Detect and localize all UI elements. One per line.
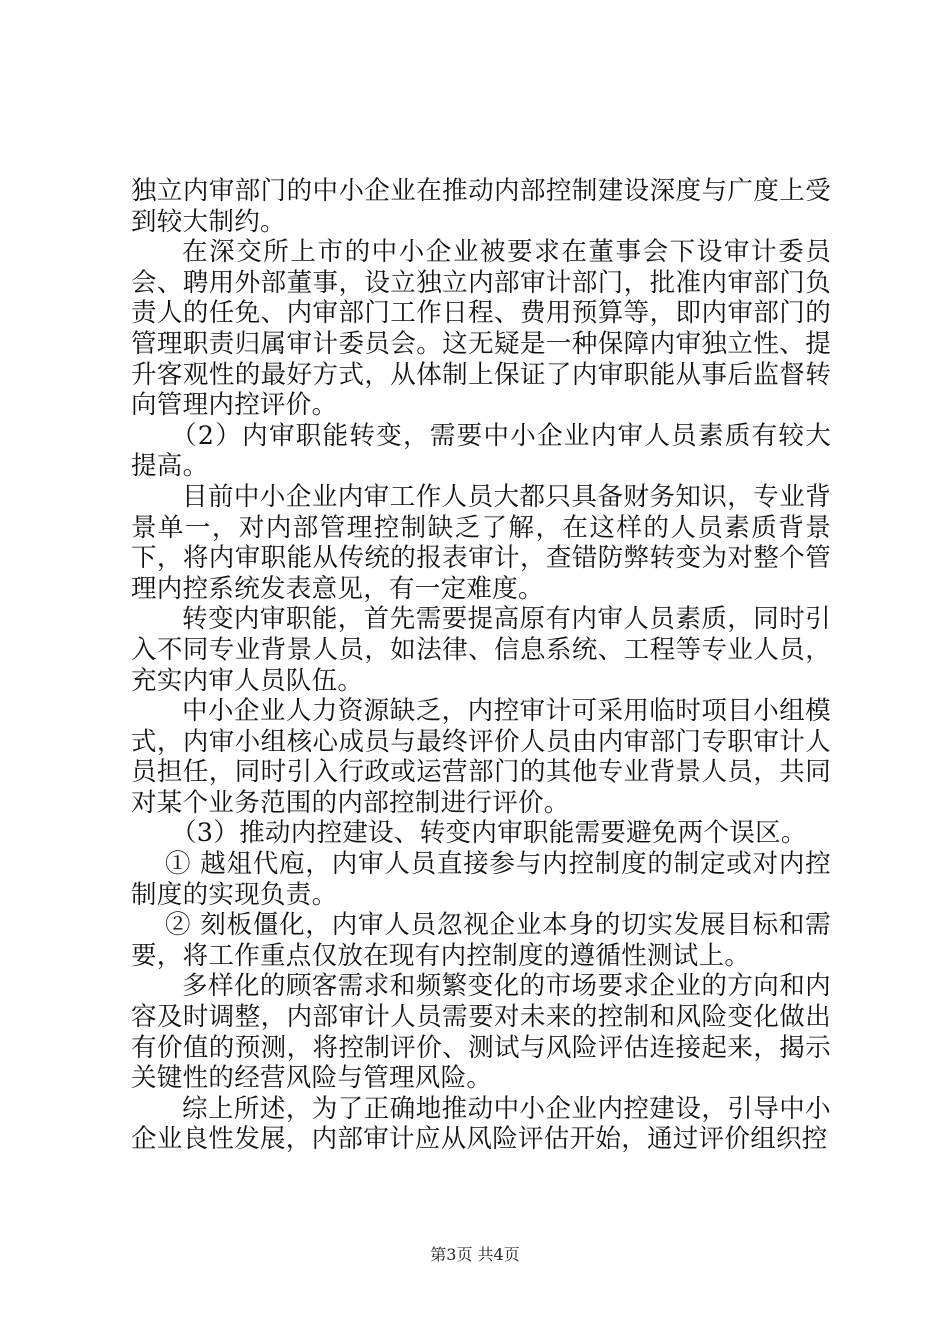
list-item-2: ② 刻板僵化，内审人员忽视企业本身的切实发展目标和需要，将工作重点仅放在现有内控制度的遵循性测试上。: [131, 910, 831, 971]
paragraph-transform-function: 转变内审职能，首先需要提高原有内审人员素质，同时引入不同专业背景人员，如法律、信息系统、工程等专业人员，充实内审人员队伍。: [131, 604, 831, 696]
paragraph-market-demand: 多样化的顾客需求和频繁变化的市场要求企业的方向和内容及时调整，内部审计人员需要对未来的控制和风险变化做出有价值的预测，将控制评价、测试与风险评估连接起来，揭示关键性的经营风险与管理风险。: [131, 971, 831, 1094]
paragraph-conclusion: 综上所述，为了正确地推动中小企业内控建设，引导中小企业良性发展，内部审计应从风险评估开始，通过评价组织控: [131, 1093, 831, 1155]
body-text: [131, 176, 831, 1155]
page-number-footer: 第3页 共4页: [430, 1245, 520, 1264]
paragraph-project-team: 中小企业人力资源缺乏，内控审计可采用临时项目小组模式，内审小组核心成员与最终评价人员由内审部门专职审计人员担任，同时引入行政或运营部门的其他专业背景人员，共同对某个业务范围的内部控制进行评价。: [131, 696, 831, 818]
section-heading-3: （3）推动内控建设、转变内审职能需要避免两个误区。: [171, 818, 807, 849]
paragraph-szse-requirements: 在深交所上市的中小企业被要求在董事会下设审计委员会、聘用外部董事，设立独立内部审计部门，批准内审部门负责人的任免、内审部门工作日程、费用预算等，即内审部门的管理职责归属审计委员会。这无疑是一种保障内审独立性、提升客观性的最好方式，从体制上保证了内审职能从事后监督转向管理内控评价。: [131, 237, 831, 421]
paragraph-continuation: 独立内审部门的中小企业在推动内部控制建设深度与广度上受到较大制约。: [131, 176, 831, 237]
list-item-1: ① 越俎代庖，内审人员直接参与内控制度的制定或对内控制度的实现负责。: [131, 849, 831, 910]
section-heading-2: （2）内审职能转变，需要中小企业内审人员素质有较大提高。: [131, 420, 831, 482]
paragraph-current-staff: 目前中小企业内审工作人员大都只具备财务知识，专业背景单一，对内部管理控制缺乏了解，在这样的人员素质背景下，将内审职能从传统的报表审计，查错防弊转变为对整个管理内控系统发表意见，有一定难度。: [131, 481, 831, 604]
